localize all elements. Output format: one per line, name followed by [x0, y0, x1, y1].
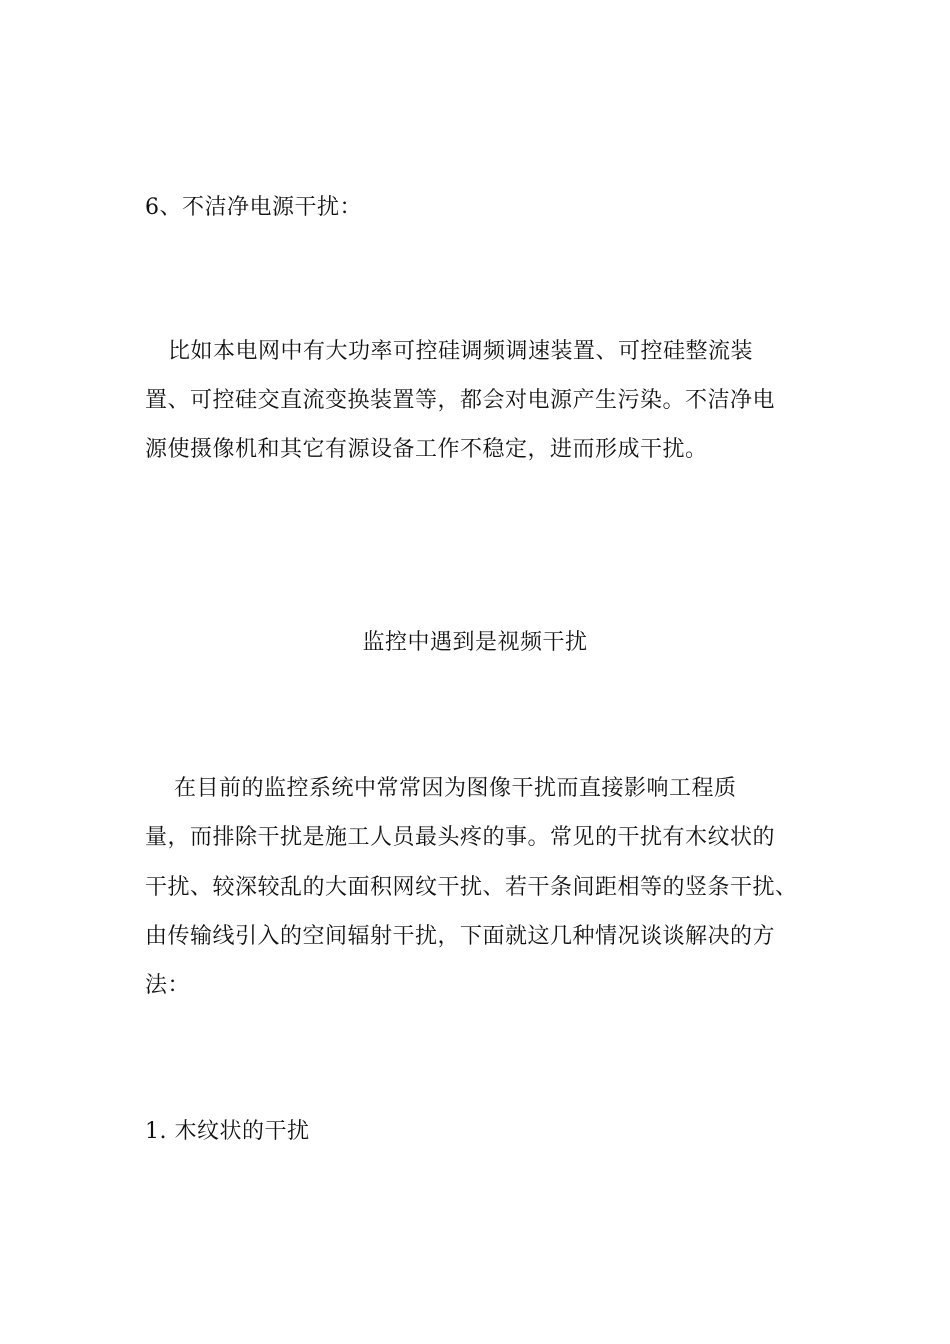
paragraph-1-line-2: 置、可控硅交直流变换装置等，都会对电源产生污染。不洁净电 [145, 388, 776, 413]
paragraph-2-line-2: 量，而排除干扰是施工人员最头疼的事。常见的干扰有木纹状的 [145, 825, 776, 850]
heading-6: 6、不洁净电源干扰： [145, 195, 362, 220]
heading-1: 1. 木纹状的干扰 [145, 1119, 310, 1144]
paragraph-2-line-1: 在目前的监控系统中常常因为图像干扰而直接影响工程质 [174, 776, 737, 801]
paragraph-2-line-3: 干扰、较深较乱的大面积网纹干扰、若干条间距相等的竖条干扰、 [145, 875, 798, 900]
section-title: 监控中遇到是视频干扰 [362, 630, 588, 655]
paragraph-2-line-4: 由传输线引入的空间辐射干扰，下面就这几种情况谈谈解决的方 [145, 924, 776, 949]
paragraph-2-line-5: 法： [145, 973, 191, 998]
paragraph-1-line-1: 比如本电网中有大功率可控硅调频调速装置、可控硅整流装 [168, 339, 754, 364]
paragraph-1-line-3: 源使摄像机和其它有源设备工作不稳定，进而形成干扰。 [145, 437, 708, 462]
